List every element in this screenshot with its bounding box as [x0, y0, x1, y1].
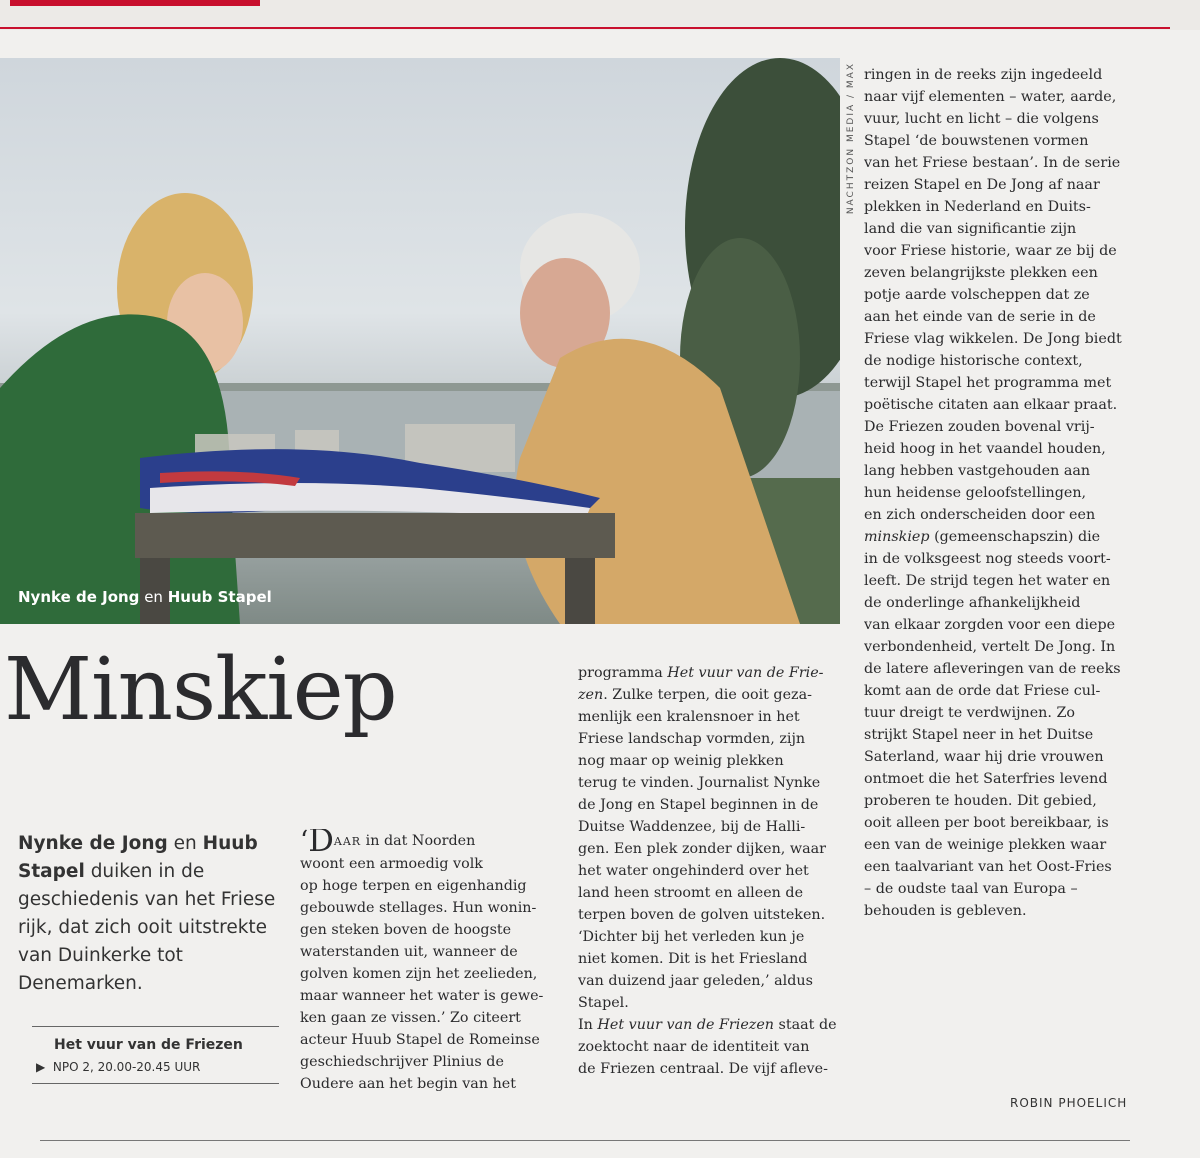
- column-line: verbondenheid, vertelt De Jong. In: [864, 639, 1116, 655]
- column-line: gen steken boven de hoogste: [300, 922, 512, 938]
- column-line: een taalvariant van het Oost-Fries: [864, 859, 1112, 875]
- caption-name-2: Huub Stapel: [167, 588, 272, 606]
- column-line: geschiedschrijver Plinius de: [300, 1054, 504, 1070]
- column-line: gebouwde stellages. Hun wonin-: [300, 900, 537, 916]
- column-line: zen. Zulke terpen, die ooit geza-: [578, 687, 812, 703]
- author-byline: ROBIN PHOELICH: [1010, 1096, 1128, 1110]
- column-line: de latere afleveringen van de reeks: [864, 661, 1121, 677]
- show-title: Het vuur van de Friezen: [54, 1037, 243, 1053]
- opening-quote-mark: ‘: [300, 829, 309, 853]
- column-line: lang hebben vastgehouden aan: [864, 463, 1091, 479]
- column-line: op hoge terpen en eigenhandig: [300, 878, 527, 894]
- column-line: voor Friese historie, waar ze bij de: [864, 243, 1117, 259]
- column-line: Duitse Waddenzee, bij de Halli-: [578, 819, 806, 835]
- intro-name-2: Huub Stapel: [18, 833, 258, 882]
- column-line: plekken in Nederland en Duits-: [864, 199, 1091, 215]
- intro-joiner: en: [173, 833, 197, 854]
- column-line: zeven belangrijkste plekken een: [864, 265, 1098, 281]
- column-line: ooit alleen per boot bereikbaar, is: [864, 815, 1109, 831]
- bottom-rule: [40, 1140, 1130, 1141]
- top-red-rule: [0, 27, 1170, 29]
- column-line: De Friezen zouden bovenal vrij-: [864, 419, 1095, 435]
- column-line: waterstanden uit, wanneer de: [300, 944, 518, 960]
- column-line: land die van significantie zijn: [864, 221, 1077, 237]
- column-line: de nodige historische context,: [864, 353, 1083, 369]
- column-line: potje aarde volscheppen dat ze: [864, 287, 1090, 303]
- column-line: nog maar op weinig plekken: [578, 753, 784, 769]
- column-line: Friese vlag wikkelen. De Jong biedt: [864, 331, 1122, 347]
- program-title-italic: zen: [578, 687, 604, 703]
- column-line: van elkaar zorgden voor een diepe: [864, 617, 1116, 633]
- column-line: ‘Dichter bij het verleden kun je: [578, 929, 805, 945]
- column-line: het water ongehinderd over het: [578, 863, 809, 879]
- column-line: land heen stroomt en alleen de: [578, 885, 804, 901]
- column-line: en zich onderscheiden door een: [864, 507, 1096, 523]
- column-line: programma Het vuur van de Frie-: [578, 665, 824, 681]
- small-caps-lead: AAR: [333, 835, 362, 848]
- article-column-4: [864, 64, 1154, 922]
- info-box-top-rule: [32, 1026, 279, 1027]
- column-line: terug te vinden. Journalist Nynke: [578, 775, 821, 791]
- column-line: tuur dreigt te verdwijnen. Zo: [864, 705, 1076, 721]
- program-title-italic: Het vuur van de Friezen: [597, 1017, 774, 1033]
- column-line: de Friezen centraal. De vijf afleve-: [578, 1061, 828, 1077]
- column-line: leeft. De strijd tegen het water en: [864, 573, 1111, 589]
- column-line: maar wanneer het water is gewe-: [300, 988, 544, 1004]
- column-line: hun heidense geloofstellingen,: [864, 485, 1087, 501]
- column-line: niet komen. Dit is het Friesland: [578, 951, 808, 967]
- column-line: strijkt Stapel neer in het Duitse: [864, 727, 1094, 743]
- column-line: proberen te houden. Dit gebied,: [864, 793, 1097, 809]
- intro-name-1: Nynke de Jong: [18, 833, 168, 854]
- column-line: vuur, lucht en licht – die volgens: [864, 111, 1099, 127]
- column-line: ontmoet die het Saterfries levend: [864, 771, 1108, 787]
- program-title-italic: Het vuur van de Frie-: [667, 665, 824, 681]
- article-photo: [0, 58, 840, 624]
- column-line: in de volksgeest nog steeds voort-: [864, 551, 1111, 567]
- column-2-first-line: ‘DAAR in dat Noorden: [300, 829, 576, 853]
- caption-name-1: Nynke de Jong: [18, 588, 140, 606]
- show-time: ▶ NPO 2, 20.00-20.45 UUR: [36, 1060, 201, 1074]
- column-line: zoektocht naar de identiteit van: [578, 1039, 810, 1055]
- column-line: terwijl Stapel het programma met: [864, 375, 1112, 391]
- column-line: terpen boven de golven uitsteken.: [578, 907, 826, 923]
- article-intro: [18, 830, 280, 998]
- column-line: behouden is gebleven.: [864, 903, 1027, 919]
- column-line: minskiep (gemeenschapszin) die: [864, 529, 1101, 545]
- column-line: heid hoog in het vaandel houden,: [864, 441, 1106, 457]
- intro-text: duiken in de geschiedenis van het Friese rijk, dat zich ooit uitstrekte van Duinkerke tot Denemarken.: [18, 861, 276, 994]
- caption-joiner: en: [144, 588, 163, 606]
- photo-credit-text: NACHTZON MEDIA / MAX: [846, 62, 856, 215]
- column-line: woont een armoedig volk: [300, 856, 483, 872]
- column-line: ringen in de reeks zijn ingedeeld: [864, 67, 1103, 83]
- article-column-2: [300, 829, 576, 1095]
- column-line: gen. Een plek zonder dijken, waar: [578, 841, 826, 857]
- photo-caption: [18, 588, 272, 606]
- column-line: een van de weinige plekken waar: [864, 837, 1107, 853]
- column-line: Stapel.: [578, 995, 629, 1011]
- drop-cap: D: [308, 829, 334, 853]
- section-header-strip: [10, 0, 260, 6]
- info-box-bottom-rule: [32, 1083, 279, 1084]
- column-line: ken gaan ze vissen.’ Zo citeert: [300, 1010, 521, 1026]
- column-line: naar vijf elementen – water, aarde,: [864, 89, 1117, 105]
- column-line: Saterland, waar hij drie vrouwen: [864, 749, 1104, 765]
- column-line: In Het vuur van de Friezen staat de: [578, 1017, 837, 1033]
- column-line: golven komen zijn het zeelieden,: [300, 966, 538, 982]
- column-line: aan het einde van de serie in de: [864, 309, 1096, 325]
- article-column-3: [578, 662, 854, 1080]
- column-line: Oudere aan het begin van het: [300, 1076, 516, 1092]
- column-line: de Jong en Stapel beginnen in de: [578, 797, 819, 813]
- column-line: reizen Stapel en De Jong af naar: [864, 177, 1100, 193]
- column-line: komt aan de orde dat Friese cul-: [864, 683, 1101, 699]
- column-line: poëtische citaten aan elkaar praat.: [864, 397, 1118, 413]
- column-line: van het Friese bestaan’. In de serie: [864, 155, 1121, 171]
- column-line: van duizend jaar geleden,’ aldus: [578, 973, 813, 989]
- column-line: Stapel ‘de bouwstenen vormen: [864, 133, 1089, 149]
- show-time-text: NPO 2, 20.00-20.45 UUR: [52, 1060, 201, 1074]
- minskiep-italic: minskiep: [864, 529, 930, 545]
- column-line: de onderlinge afhankelijkheid: [864, 595, 1081, 611]
- column-line: acteur Huub Stapel de Romeinse: [300, 1032, 540, 1048]
- column-line: Friese landschap vormden, zijn: [578, 731, 806, 747]
- article-headline: Minskiep: [4, 640, 397, 740]
- column-line: menlijk een kralensnoer in het: [578, 709, 800, 725]
- column-line: – de oudste taal van Europa –: [864, 881, 1078, 897]
- photo-illustration: [0, 58, 840, 624]
